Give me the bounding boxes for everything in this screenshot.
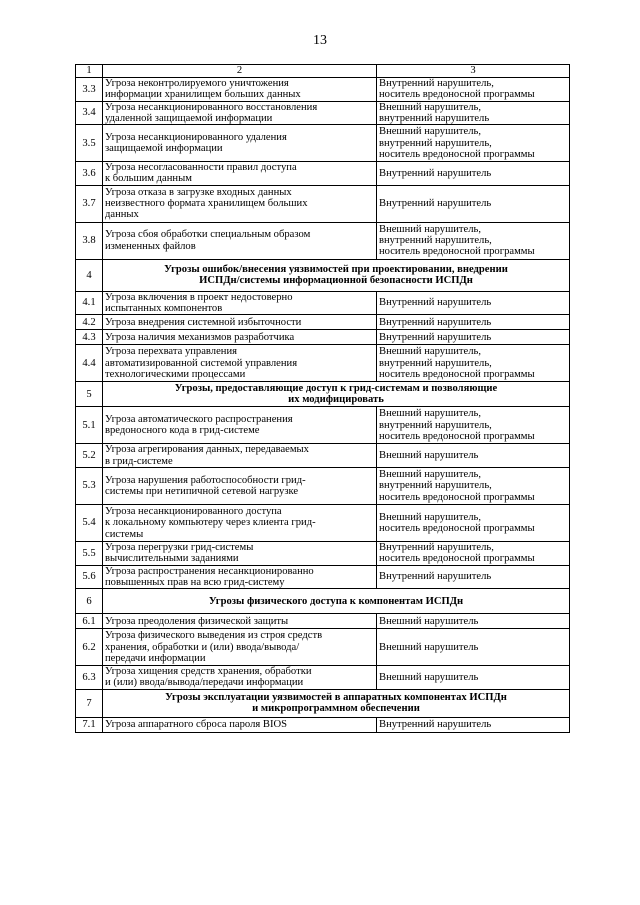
threat-description: Угроза включения в проект недостоверно испытанных компонентов: [103, 291, 377, 315]
threat-source: Внутренний нарушитель: [377, 565, 570, 589]
table-row: [76, 444, 570, 468]
threat-description: Угроза несанкционированного удаления защищаемой информации: [103, 125, 377, 162]
item-number: 5.6: [76, 565, 103, 589]
item-number: 4.3: [76, 330, 103, 345]
threat-source: Внутренний нарушитель, носитель вредоносной программы: [377, 541, 570, 565]
threat-source: Внешний нарушитель, внутренний нарушитель, носитель вредоносной программы: [377, 345, 570, 382]
table-row: [76, 345, 570, 382]
table-row: [76, 504, 570, 541]
threats-table: [75, 64, 570, 733]
item-number: 6.1: [76, 614, 103, 629]
item-number: 3.4: [76, 101, 103, 125]
section-number: 6: [76, 589, 103, 614]
threat-source: Внутренний нарушитель: [377, 717, 570, 732]
table-row: [76, 407, 570, 444]
threat-source: Внутренний нарушитель: [377, 291, 570, 315]
table-row: [76, 629, 570, 666]
threat-source: Внешний нарушитель, внутренний нарушитель, носитель вредоносной программы: [377, 467, 570, 504]
threat-source: Внутренний нарушитель: [377, 185, 570, 222]
item-number: 3.5: [76, 125, 103, 162]
item-number: 5.3: [76, 467, 103, 504]
section-title: Угрозы, предоставляющие доступ к грид-системам и позволяющие их модифицировать: [103, 382, 570, 407]
threat-description: Угроза преодоления физической защиты: [103, 614, 377, 629]
threat-description: Угроза отказа в загрузке входных данных неизвестного формата хранилищем больших данных: [103, 185, 377, 222]
section-title: Угрозы эксплуатации уязвимостей в аппаратных компонентах ИСПДн и микропрограммном обеспечении: [103, 689, 570, 717]
section-number: 7: [76, 689, 103, 717]
threat-source: Внутренний нарушитель: [377, 330, 570, 345]
section-row: [76, 589, 570, 614]
threat-source: Внутренний нарушитель: [377, 315, 570, 330]
threat-description: Угроза физического выведения из строя средств хранения, обработки и (или) ввода/вывода/ передачи информации: [103, 629, 377, 666]
threat-description: Угроза автоматического распространения вредоносного кода в грид-системе: [103, 407, 377, 444]
threat-description: Угроза агрегирования данных, передаваемых в грид-системе: [103, 444, 377, 468]
page-number: 13: [313, 33, 327, 48]
threat-source: Внешний нарушитель, внутренний нарушитель, носитель вредоносной программы: [377, 407, 570, 444]
item-number: 4.1: [76, 291, 103, 315]
item-number: 5.5: [76, 541, 103, 565]
table-row: [76, 467, 570, 504]
item-number: 3.6: [76, 162, 103, 186]
table-row: [76, 666, 570, 690]
threat-description: Угроза неконтролируемого уничтожения информации хранилищем больших данных: [103, 78, 377, 102]
threat-description: Угроза нарушения работоспособности грид- системы при нетипичной сетевой нагрузке: [103, 467, 377, 504]
threat-description: Угроза перехвата управления автоматизированной системой управления технологическими процессами: [103, 345, 377, 382]
threat-source: Внутренний нарушитель, носитель вредоносной программы: [377, 78, 570, 102]
item-number: 6.3: [76, 666, 103, 690]
threat-description: Угроза несанкционированного доступа к локальному компьютеру через клиента грид- системы: [103, 504, 377, 541]
section-title: Угрозы физического доступа к компонентам ИСПДн: [103, 589, 570, 614]
table-row: [76, 614, 570, 629]
item-number: 3.7: [76, 185, 103, 222]
threat-description: Угроза наличия механизмов разработчика: [103, 330, 377, 345]
section-number: 5: [76, 382, 103, 407]
table-row: [76, 162, 570, 186]
threat-source: Внешний нарушитель: [377, 444, 570, 468]
column-header: 2: [103, 65, 377, 78]
table-row: [76, 185, 570, 222]
threat-description: Угроза несанкционированного восстановления удаленной защищаемой информации: [103, 101, 377, 125]
item-number: 5.4: [76, 504, 103, 541]
threat-source: Внешний нарушитель, носитель вредоносной программы: [377, 504, 570, 541]
section-row: [76, 689, 570, 717]
threat-description: Угроза распространения несанкционированно повышенных прав на всю грид-систему: [103, 565, 377, 589]
threat-description: Угроза несогласованности правил доступа к большим данным: [103, 162, 377, 186]
table-row: [76, 78, 570, 102]
table-row: [76, 315, 570, 330]
table-row: [76, 222, 570, 259]
table-row: [76, 101, 570, 125]
table-row: [76, 125, 570, 162]
item-number: 4.2: [76, 315, 103, 330]
table-header-row: [76, 65, 570, 78]
item-number: 6.2: [76, 629, 103, 666]
threat-description: Угроза внедрения системной избыточности: [103, 315, 377, 330]
threat-source: Внешний нарушитель: [377, 614, 570, 629]
item-number: 3.3: [76, 78, 103, 102]
threat-source: Внутренний нарушитель: [377, 162, 570, 186]
table-row: [76, 565, 570, 589]
section-title: Угрозы ошибок/внесения уязвимостей при проектировании, внедрении ИСПДн/системы информационной безопасности ИСПДн: [103, 259, 570, 291]
item-number: 4.4: [76, 345, 103, 382]
threat-description: Угроза аппаратного сброса пароля BIOS: [103, 717, 377, 732]
threat-source: Внешний нарушитель, внутренний нарушитель: [377, 101, 570, 125]
section-row: [76, 382, 570, 407]
table-row: [76, 330, 570, 345]
column-header: 3: [377, 65, 570, 78]
item-number: 7.1: [76, 717, 103, 732]
column-header: 1: [76, 65, 103, 78]
threat-description: Угроза перегрузки грид-системы вычислительными заданиями: [103, 541, 377, 565]
table-row: [76, 717, 570, 732]
item-number: 5.1: [76, 407, 103, 444]
threat-source: Внешний нарушитель, внутренний нарушитель, носитель вредоносной программы: [377, 125, 570, 162]
table-row: [76, 291, 570, 315]
table-row: [76, 541, 570, 565]
threat-description: Угроза хищения средств хранения, обработки и (или) ввода/вывода/передачи информации: [103, 666, 377, 690]
threat-source: Внешний нарушитель: [377, 666, 570, 690]
threat-source: Внешний нарушитель: [377, 629, 570, 666]
item-number: 3.8: [76, 222, 103, 259]
section-number: 4: [76, 259, 103, 291]
threat-description: Угроза сбоя обработки специальным образом измененных файлов: [103, 222, 377, 259]
section-row: [76, 259, 570, 291]
threat-source: Внешний нарушитель, внутренний нарушитель, носитель вредоносной программы: [377, 222, 570, 259]
item-number: 5.2: [76, 444, 103, 468]
